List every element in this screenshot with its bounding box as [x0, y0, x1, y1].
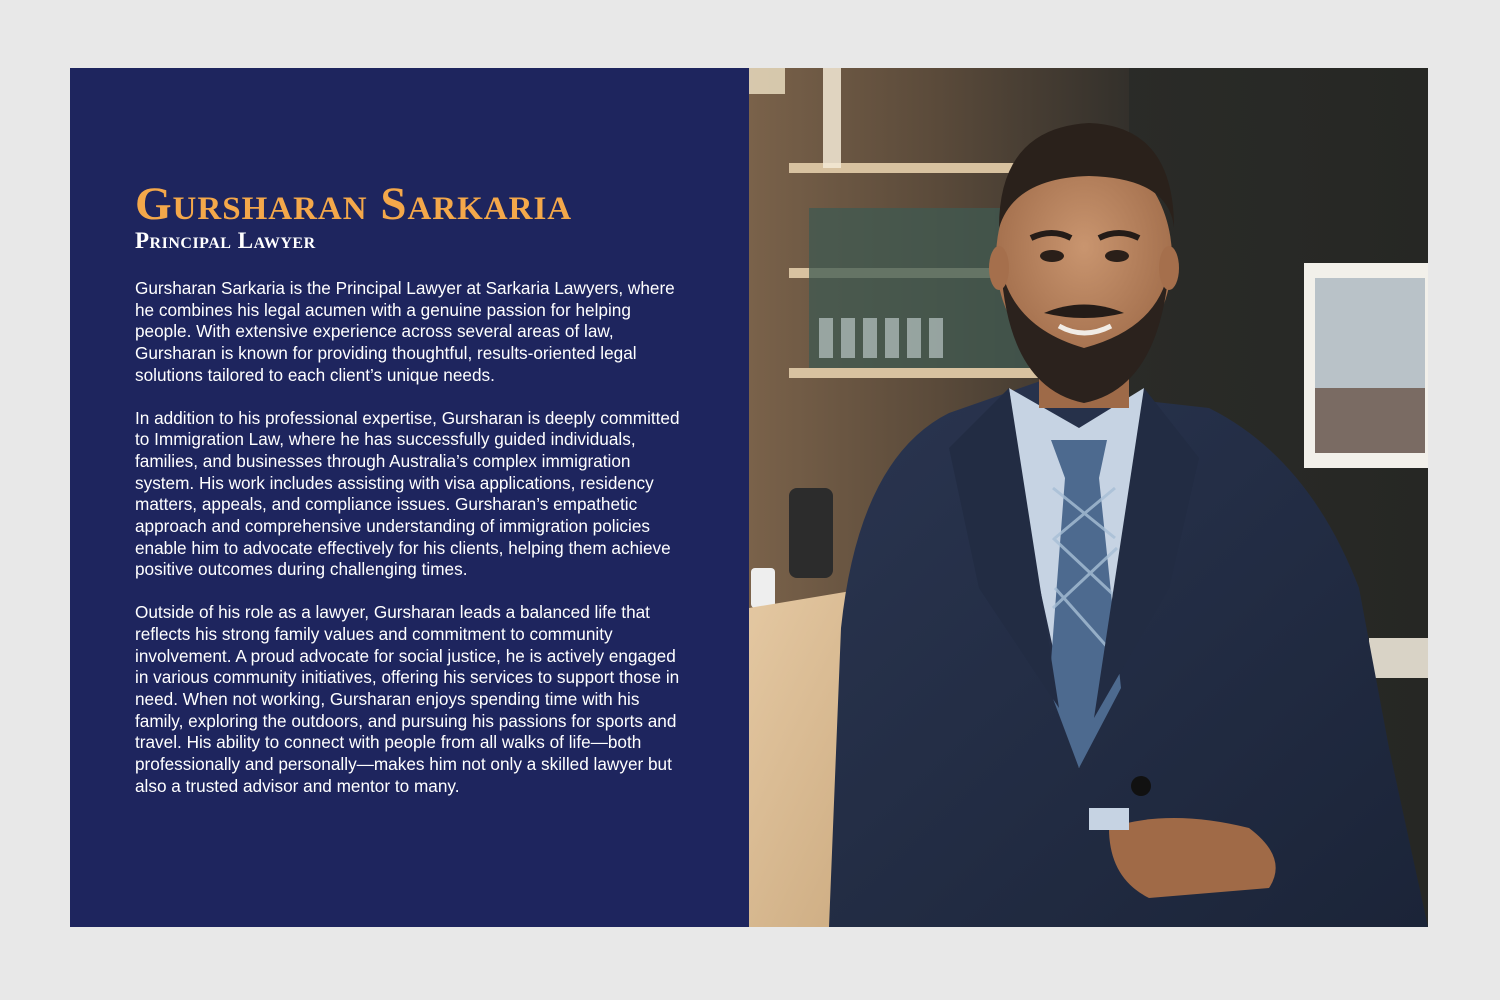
bio-panel [70, 68, 749, 927]
profile-card [70, 68, 1428, 927]
profile-name: Gursharan Sarkaria [135, 178, 573, 230]
portrait-illustration [749, 68, 1428, 927]
profile-title: Principal Lawyer [135, 228, 316, 253]
bio-paragraph: Outside of his role as a lawyer, Gursharan leads a balanced life that reflects his strong family values and commitment to community involvement. A proud advocate for social justice, he is actively engaged in various community initiatives, offering his services to support those in need. When not working, Gursharan enjoys spending time with his family, exploring the outdoors, and pursuing his passions for sports and travel. His ability to connect with people from all walks of life—both professionally and personally—makes him not only a skilled lawyer but also a trusted advisor and mentor to many. [135, 602, 680, 796]
profile-photo [749, 68, 1428, 927]
bio-paragraph: Gursharan Sarkaria is the Principal Lawyer at Sarkaria Lawyers, where he combines his legal acumen with a genuine passion for helping people. With extensive experience across several areas of law, Gursharan is known for providing thoughtful, results-oriented legal solutions tailored to each client’s unique needs. [135, 278, 675, 385]
bio-text [135, 278, 683, 797]
bio-paragraph: In addition to his professional expertise, Gursharan is deeply committed to Immigration Law, where he has successfully guided individuals, families, and businesses through Australia’s complex immigration system. His work includes assisting with visa applications, residency matters, appeals, and compliance issues. Gursharan’s empathetic approach and comprehensive understanding of immigration policies enable him to advocate effectively for his clients, helping them achieve positive outcomes during challenging times. [135, 407, 680, 580]
